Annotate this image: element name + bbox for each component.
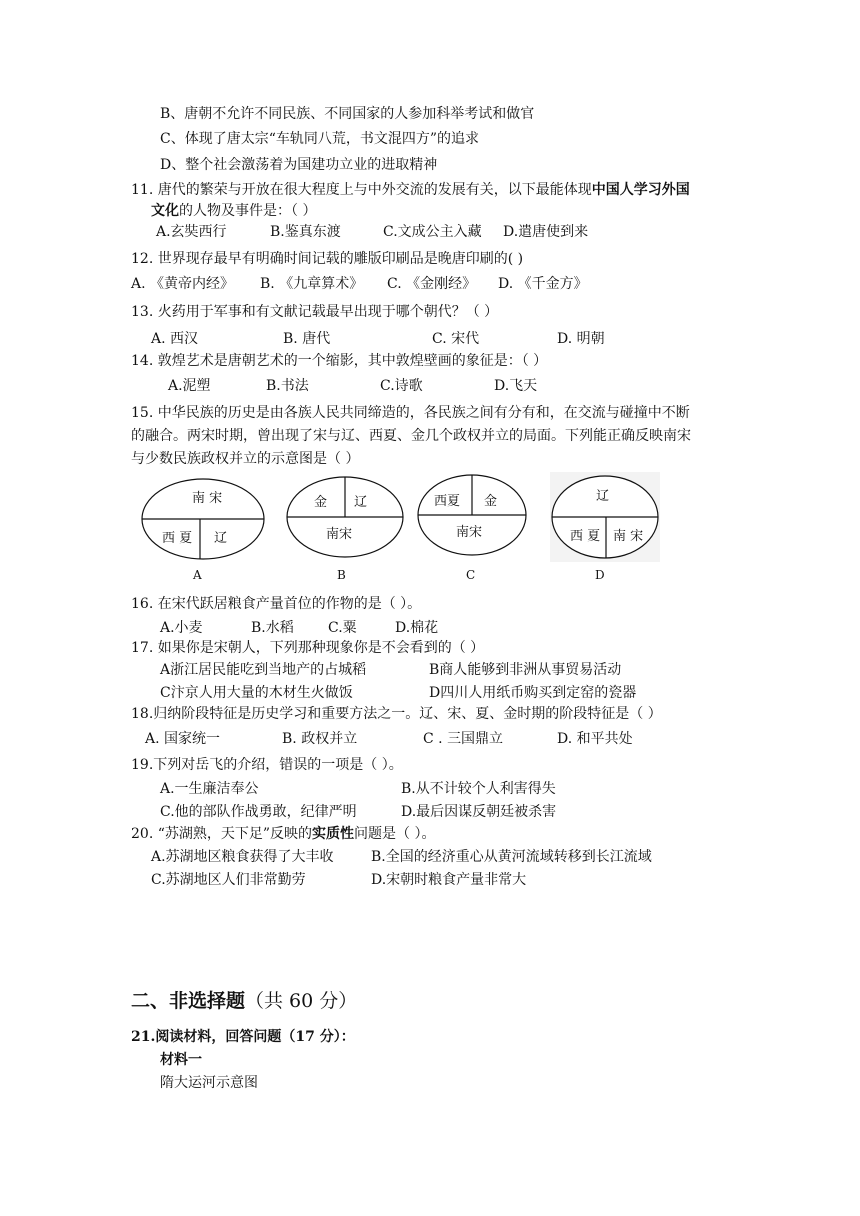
- q13-option-d: D. 明朝: [557, 331, 605, 347]
- q20-stem-bold: 实质性: [312, 826, 355, 842]
- q19-option-b: B.从不计较个人利害得失: [401, 781, 556, 797]
- q17-option-d: D四川人用纸币购买到定窑的瓷器: [429, 685, 637, 701]
- prev-option-d: D、整个社会激荡着为国建功立业的进取精神: [160, 157, 438, 173]
- q19-option-c: C.他的部队作战勇敢，纪律严明: [160, 804, 357, 820]
- section-two-title-bold: 二、非选择题: [131, 990, 246, 1012]
- q20-stem-text: 20. “苏湖熟，天下足”反映的: [131, 826, 313, 842]
- q11-option-b: B.鉴真东渡: [270, 224, 341, 240]
- q11-stem-bold2: 文化: [151, 203, 179, 219]
- q12-option-a: A. 《黄帝内经》: [131, 276, 235, 292]
- q16-option-c: C.粟: [328, 620, 357, 636]
- q11-option-a: A.玄奘西行: [156, 224, 227, 240]
- q14-option-d: D.飞天: [494, 378, 538, 394]
- q18-option-b: B. 政权并立: [282, 731, 358, 747]
- q11-stem-text: 11. 唐代的繁荣与开放在很大程度上与中外交流的发展有关，以下最能体现: [131, 182, 592, 198]
- q15-stem-line2: 的融合。两宋时期，曾出现了宋与辽、西夏、金几个政权并立的局面。下列能正确反映南宋: [131, 428, 691, 444]
- q14-stem: 14. 敦煌艺术是唐朝艺术的一个缩影，其中敦煌壁画的象征是：（ ）: [131, 353, 548, 369]
- diagram-b-region-tr: 辽: [354, 495, 368, 510]
- q18-option-d: D. 和平共处: [557, 731, 633, 747]
- q19-stem: 19.下列对岳飞的介绍，错误的一项是（ ）。: [131, 757, 403, 773]
- diagram-d-region-bl: 西 夏: [570, 529, 601, 544]
- prev-option-c: C、体现了唐太宗“车轨同八荒，书文混四方”的追求: [160, 131, 480, 147]
- q20-stem-text2: 问题是（ ）。: [354, 826, 436, 842]
- q20-option-b: B.全国的经济重心从黄河流域转移到长江流域: [371, 849, 652, 865]
- diagram-b-region-tl: 金: [314, 495, 328, 510]
- diagram-c-region-tr: 金: [484, 494, 498, 509]
- q14-option-b: B.书法: [266, 378, 309, 394]
- q11-option-c: C.文成公主入藏: [383, 224, 482, 240]
- q17-option-a: A浙江居民能吃到当地产的占城稻: [160, 662, 367, 678]
- q15-diagram-d: [550, 472, 660, 562]
- q11-stem-line2: [151, 201, 316, 221]
- diagram-b-region-bottom: 南宋: [326, 527, 353, 542]
- q16-option-b: B.水稻: [251, 620, 294, 636]
- q11-stem-bold: 中国人学习外国: [591, 182, 690, 198]
- q15-stem-line1: 15. 中华民族的历史是由各族人民共同缔造的，各民族之间有分有和，在交流与碰撞中不断: [131, 405, 690, 421]
- q15-diagram-c-label: C: [466, 568, 476, 582]
- q17-option-c: C汴京人用大量的木材生火做饭: [160, 685, 353, 701]
- diagram-a-region-bl: 西 夏: [162, 531, 193, 546]
- q21-figure-caption: 隋大运河示意图: [160, 1075, 258, 1091]
- q15-diagram-b-label: B: [337, 568, 346, 582]
- q15-diagram-a: [140, 476, 266, 562]
- q15-diagram-b: [284, 474, 406, 560]
- q13-option-c: C. 宋代: [432, 331, 480, 347]
- q20-option-c: C.苏湖地区人们非常勤劳: [151, 872, 306, 888]
- prev-option-b: B、唐朝不允许不同民族、不同国家的人参加科举考试和做官: [160, 106, 535, 122]
- q21-material-label: 材料一: [160, 1052, 202, 1068]
- q18-stem: 18.归纳阶段特征是历史学习和重要方法之一。辽、宋、夏、金时期的阶段特征是（ ）: [131, 706, 662, 722]
- q12-option-b: B. 《九章算术》: [260, 276, 364, 292]
- q13-stem: 13. 火药用于军事和有文献记载最早出现于哪个朝代？（ ）: [131, 304, 499, 320]
- q20-stem: [131, 824, 435, 844]
- q12-stem: 12. 世界现存最早有明确时间记载的雕版印刷品是晚唐印刷的( ): [131, 251, 524, 267]
- q16-stem: 16. 在宋代跃居粮食产量首位的作物的是（ ）。: [131, 596, 422, 612]
- q11-stem-line1: [131, 180, 690, 200]
- q15-stem-line3: 与少数民族政权并立的示意图是（ ）: [131, 451, 360, 467]
- q16-option-d: D.棉花: [395, 620, 439, 636]
- diagram-a-region-top: 南 宋: [192, 491, 223, 506]
- q18-option-c: C . 三国鼎立: [423, 731, 504, 747]
- q20-option-d: D.宋朝时粮食产量非常大: [371, 872, 527, 888]
- q15-diagram-a-label: A: [193, 568, 202, 582]
- section-two-title-rest: （共 60 分）: [245, 990, 358, 1012]
- q13-option-b: B. 唐代: [283, 331, 331, 347]
- q17-stem: 17. 如果你是宋朝人，下列那种现象你是不会看到的（ ）: [131, 640, 485, 656]
- diagram-d-region-br: 南 宋: [613, 529, 644, 544]
- q14-option-a: A.泥塑: [168, 378, 211, 394]
- q17-option-b: B商人能够到非洲从事贸易活动: [429, 662, 622, 678]
- q18-option-a: A. 国家统一: [145, 731, 221, 747]
- q11-option-d: D.遣唐使到来: [503, 224, 589, 240]
- diagram-d-region-top: 辽: [596, 489, 610, 504]
- q13-option-a: A. 西汉: [151, 331, 199, 347]
- diagram-a-region-br: 辽: [214, 531, 228, 546]
- diagram-c-region-bottom: 南宋: [456, 525, 483, 540]
- q21-stem: 21.阅读材料，回答问题（17 分）：: [131, 1029, 355, 1045]
- q19-option-d: D.最后因谋反朝廷被杀害: [401, 804, 557, 820]
- q11-stem-text2: 的人物及事件是：（ ）: [179, 203, 317, 219]
- q19-option-a: A.一生廉洁奉公: [160, 781, 259, 797]
- section-two-title: [131, 988, 357, 1014]
- diagram-c-region-tl: 西夏: [434, 494, 461, 509]
- q15-diagram-c: [416, 472, 528, 558]
- q16-option-a: A.小麦: [160, 620, 203, 636]
- q15-diagram-d-label: D: [595, 568, 605, 582]
- q14-option-c: C.诗歌: [380, 378, 423, 394]
- q20-option-a: A.苏湖地区粮食获得了大丰收: [151, 849, 334, 865]
- q12-option-d: D. 《千金方》: [498, 276, 588, 292]
- q12-option-c: C. 《金刚经》: [387, 276, 477, 292]
